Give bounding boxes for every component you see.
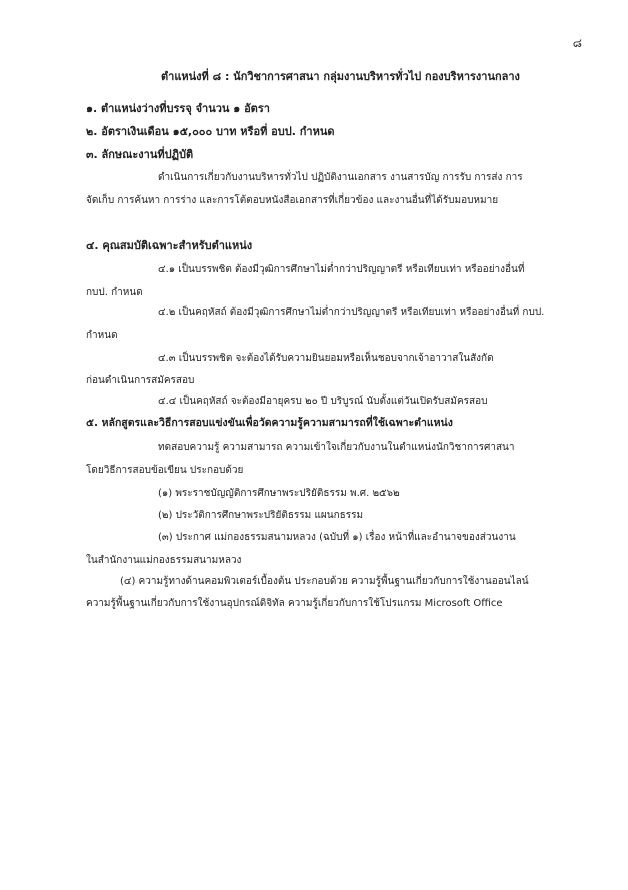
section-5-text-line-2: โดยวิธีการสอบข้อเขียน ประกอบด้วย: [86, 465, 244, 476]
section-4-4: ๔.๔ เป็นคฤหัสถ์ จะต้องมีอายุครบ ๒๐ ปี บริบูรณ์ นับตั้งแต่วันเปิดรับสมัครสอบ: [158, 396, 488, 407]
section-4-1-line-2: กบป. กำหนด: [86, 287, 143, 298]
exam-item-3-line-2: ในสำนักงานแม่กองธรรมสนามหลวง: [86, 555, 242, 566]
section-4-2-line-1: ๔.๒ เป็นคฤหัสถ์ ต้องมีวุฒิการศึกษาไม่ต่ำกว่าปริญญาตรี หรือเทียบเท่า หรืออย่างอื่นที่ กบป.: [158, 307, 545, 318]
exam-item-2: (๒) ประวัติการศึกษาพระปริยัติธรรม แผนกธรรม: [158, 510, 364, 521]
page-number: ๘: [572, 36, 582, 50]
page-title: ตำแหน่งที่ ๘ : นักวิชาการศาสนา กลุ่มงานบริหารทั่วไป กองบริหารงานกลาง: [161, 70, 520, 83]
section-5-heading: ๕. หลักสูตรและวิธีการสอบแข่งขันเพื่อวัดความรู้ความสามารถที่ใช้เฉพาะตำแหน่ง: [86, 417, 453, 429]
exam-item-4-line-1: (๔) ความรู้ทางด้านคอมพิวเตอร์เบื้องต้น ประกอบด้วย ความรู้พื้นฐานเกี่ยวกับการใช้งานออนไลน์: [120, 576, 529, 587]
section-4-1-line-1: ๔.๑ เป็นบรรพชิต ต้องมีวุฒิการศึกษาไม่ต่ำกว่าปริญญาตรี หรือเทียบเท่า หรืออย่างอื่นที่: [158, 264, 525, 275]
section-4-2-line-2: กำหนด: [86, 330, 118, 341]
section-3-text-line-2: จัดเก็บ การค้นหา การร่าง และการโต้ตอบหนังสือเอกสารที่เกี่ยวข้อง และงานอื่นที่ได้รับมอบหมาย: [86, 195, 499, 206]
exam-item-1: (๑) พระราชบัญญัติการศึกษาพระปริยัติธรรม พ.ศ. ๒๕๖๒: [158, 488, 400, 499]
section-3-text-line-1: ดำเนินการเกี่ยวกับงานบริหารทั่วไป ปฏิบัติงานเอกสาร งานสารบัญ การรับ การส่ง การ: [158, 172, 523, 183]
exam-item-3-line-1: (๓) ประกาศ แม่กองธรรมสนามหลวง (ฉบับที่ ๑) เรื่อง หน้าที่และอำนาจของส่วนงาน: [158, 532, 516, 543]
exam-item-4-line-2: ความรู้พื้นฐานเกี่ยวกับการใช้งานอุปกรณ์ดิจิทัล ความรู้เกี่ยวกับการใช้โปรแกรม Microsoft Office: [86, 598, 503, 609]
section-1-vacancy: ๑. ตำแหน่งว่างที่บรรจุ จำนวน ๑ อัตรา: [86, 102, 270, 115]
section-4-heading: ๔. คุณสมบัติเฉพาะสำหรับตำแหน่ง: [86, 239, 253, 252]
section-4-3-line-1: ๔.๓ เป็นบรรพชิต จะต้องได้รับความยินยอมหรือเห็นชอบจากเจ้าอาวาสในสังกัด: [158, 353, 494, 364]
section-4-3-line-2: ก่อนดำเนินการสมัครสอบ: [86, 375, 195, 386]
section-2-salary: ๒. อัตราเงินเดือน ๑๕,๐๐๐ บาท หรือที่ อบป. กำหนด: [86, 125, 335, 138]
section-3-heading: ๓. ลักษณะงานที่ปฏิบัติ: [86, 148, 194, 161]
section-5-text-line-1: ทดสอบความรู้ ความสามารถ ความเข้าใจเกี่ยวกับงานในตำแหน่งนักวิชาการศาสนา: [158, 442, 515, 453]
